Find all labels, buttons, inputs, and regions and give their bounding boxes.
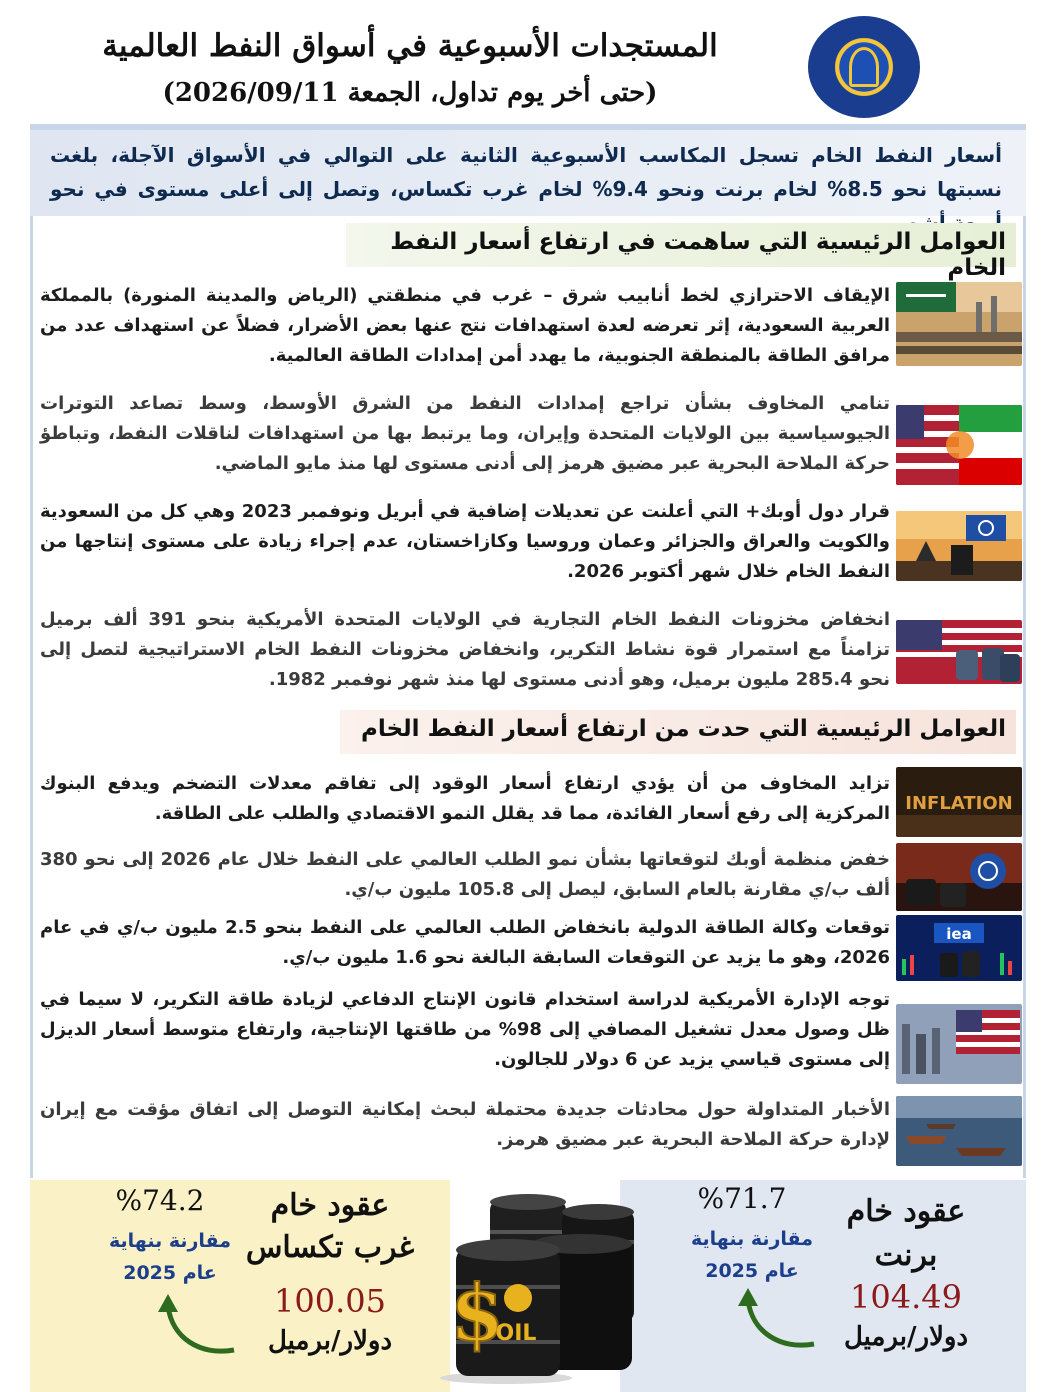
intro-summary: أسعار النفط الخام تسجل المكاسب الأسبوعية الثانية على التوالي في الأسواق الآجلة، بلغت نسبتها نحو 8.5% لخام برنت ونحو 9.4% لخام غرب تكساس، وتصل إلى أعلى مستوى في نحو (30, 130, 1026, 216)
wti-title-line2: غرب تكساس (245, 1230, 415, 1265)
brent-change-pct: %71.7 (697, 1182, 787, 1215)
brent-compare-line2: عام 2025 (705, 1260, 799, 1282)
limit-factor-2: خفض منظمة أوبك لتوقعاتها بشأن نمو الطلب العالمي على النفط خلال عام 2026 إلى نحو 380 ألف ب/ي مقارنة بالعام السابق، ليصل إلى 105.8 مليون ب/ي. (40, 849, 890, 900)
brent-up-arrow-icon (730, 1284, 820, 1354)
tankers-strait-thumbnail (896, 1096, 1022, 1166)
rise-factor-4: انخفاض مخزونات النفط الخام التجارية في الولايات المتحدة الأمريكية بنحو 391 ألف برميل تزامناً مع استمرار قوة نشاط التكرير، وانخفاض مخزونات النفط الخام الاستراتيجية لتصل إلى نحو 285.4 مليون برميل، وهو أدنى مستوى لها منذ شهر نوفمبر 1982. (40, 609, 890, 690)
brent-title-line2: برنت (874, 1238, 938, 1273)
wti-compare-line2: عام 2025 (123, 1262, 217, 1284)
rise-factor-3: قرار دول أوبك+ التي أعلنت عن تعديلات إضافية في أبريل ونوفمبر 2023 وهي كل من السعودية والكويت والعراق والجزائر وعمان وروسيا وكازاخستان، عدم إجراء زيادة على مستوى إنتاجها من النفط الخام خلال شهر أكتوبر 2026. (40, 501, 890, 582)
oapec-logo (808, 16, 920, 118)
us-iran-flags-thumbnail (896, 405, 1022, 485)
limit-factor-3: توقعات وكالة الطاقة الدولية بانخفاض الطلب العالمي على النفط بنحو 2.5 مليون ب/ي في عام 2026، وهو ما يزيد عن التوقعات السابقة البالغة نحو 1.6 مليون ب/ي. (40, 917, 890, 968)
brent-compare-line1: مقارنة بنهاية (690, 1228, 813, 1250)
limit-factor-5: الأخبار المتداولة حول محادثات جديدة محتملة لبحث إمكانية التوصل إلى اتفاق مؤقت مع إيران لإدارة حركة الملاحة البحرية عبر مضيق هرمز. (40, 1099, 890, 1150)
limit-factor-1: تزايد المخاوف من أن يؤدي ارتفاع أسعار الوقود إلى تفاقم معدلات التضخم ويدفع البنوك المركزية إلى رفع أسعار الفائدة، مما قد يقلل النمو الاقتصادي والطلب على الطاقة. (40, 773, 890, 824)
page-title: المستجدات الأسبوعية في أسواق النفط العالمية (102, 28, 718, 64)
wti-price: 100.05 (274, 1282, 386, 1320)
saudi-pipeline-thumbnail (896, 282, 1022, 366)
wti-title-line1: عقود خام (270, 1188, 390, 1223)
oil-barrels-icon (436, 1190, 646, 1385)
rise-factor-2: تنامي المخاوف بشأن تراجع إمدادات النفط من الشرق الأوسط، وسط تصاعد التوترات الجيوسياسية بين الولايات المتحدة وإيران، وما يرتبط بها من استهدافات لناقلات النفط، وتباطؤ حركة الملاحة البحرية عبر مضيق هرمز إلى أدنى مستوى لها منذ مايو الماضي. (40, 393, 890, 474)
header (0, 0, 1056, 125)
rise-factor-1: الإيقاف الاحترازي لخط أنابيب شرق – غرب في منطقتي (الرياض والمدينة المنورة) بالمملكة العربية السعودية، إثر تعرضه لعدة استهدافات نتج عنها بعض الأضرار، فضلاً عن استهداف عدد من مرافق الطاقة بالمنطقة الجنوبية، ما يهدد أمن إمدادات الطاقة العالمية. (40, 285, 890, 366)
opec-barrels-thumbnail (896, 843, 1022, 911)
brent-unit: دولار/برميل (843, 1322, 969, 1352)
inflation-thumbnail (896, 767, 1022, 837)
section-heading-limit: العوامل الرئيسية التي حدت من ارتفاع أسعار النفط الخام (340, 710, 1016, 754)
wti-up-arrow-icon (150, 1290, 240, 1360)
iea-thumbnail (896, 915, 1022, 981)
wti-change-pct: %74.2 (115, 1184, 205, 1217)
us-flag-barrels-thumbnail (896, 620, 1022, 684)
limit-factor-4: توجه الإدارة الأمريكية لدراسة استخدام قانون الإنتاج الدفاعي لزيادة طاقة التكرير، لا سيما في ظل وصول معدل تشغيل المصافي إلى 98% من طاقتها الإنتاجية، وارتفاع متوسط أسعار الديزل إلى مستوى قياسي يزيد عن 6 دولار للجالون. (40, 989, 891, 1070)
brent-price: 104.49 (850, 1278, 962, 1316)
wti-compare-line1: مقارنة بنهاية (108, 1230, 231, 1252)
page-subtitle: (حتى أخر يوم تداول، الجمعة 2026/09/11) (162, 78, 658, 108)
opec-oil-field-thumbnail (896, 511, 1022, 581)
svg-text:$: $ (450, 1268, 505, 1359)
us-refinery-thumbnail (896, 1004, 1022, 1084)
inflation-thumbnail-text: INFLATION (905, 793, 1013, 814)
barrel-oil-label: OIL (495, 1321, 537, 1346)
wti-unit: دولار/برميل (267, 1326, 393, 1356)
section-heading-rise: العوامل الرئيسية التي ساهمت في ارتفاع أسعار النفط الخام (346, 223, 1016, 267)
flame-icon (849, 47, 879, 87)
iea-thumbnail-text: iea (946, 925, 972, 943)
brent-title-line1: عقود خام (846, 1194, 966, 1229)
